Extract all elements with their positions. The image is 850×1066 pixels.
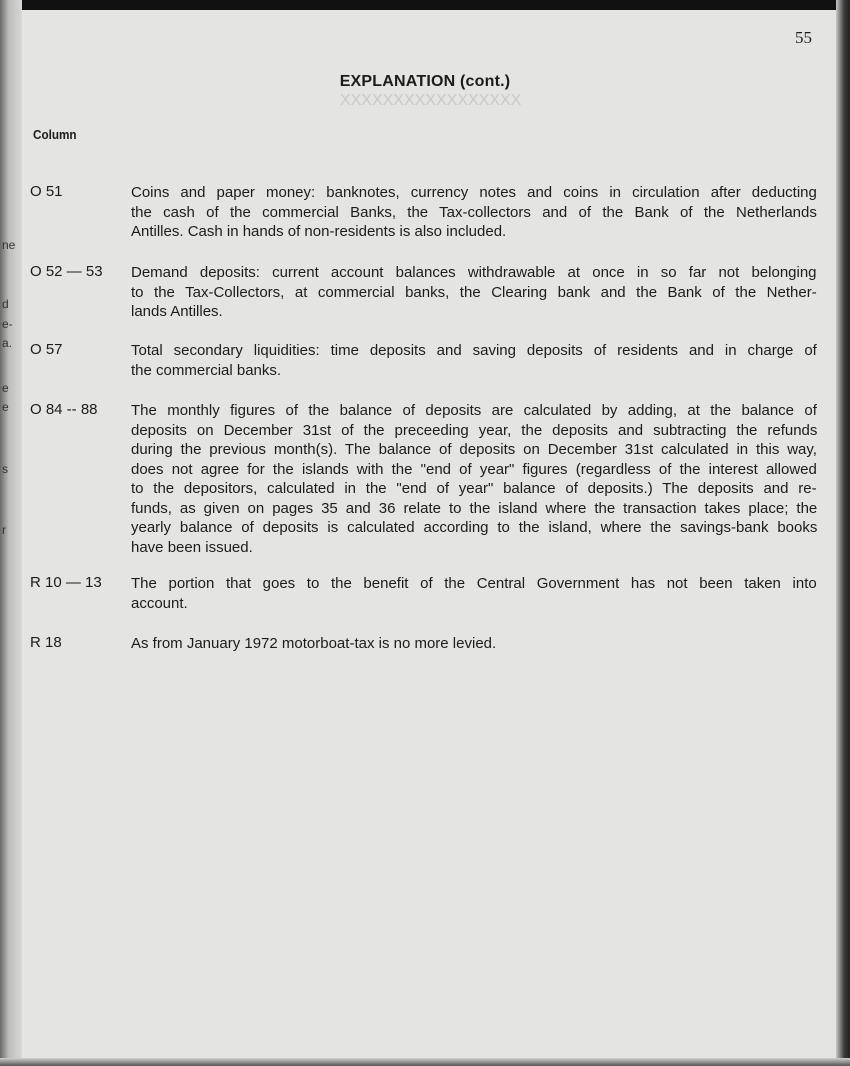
scan-top-edge: [0, 0, 850, 10]
text-line: have been issued.: [131, 538, 253, 556]
margin-fragment: e-: [2, 317, 13, 331]
entry-code: O 51: [30, 183, 63, 200]
text-line: As from January 1972 motorboat-tax is no more levied.: [131, 635, 497, 652]
text-line: does not agree for the islands with the "end of year" figures (regardless of the interest allowed: [131, 460, 817, 478]
entry-code: R 10 — 13: [30, 574, 102, 591]
entry-text: [131, 263, 817, 322]
text-line: account.: [131, 594, 188, 612]
entry-code: R 18: [30, 634, 62, 651]
text-line: to the depositors, calculated in the "end of year" balance of deposits.) The deposits and re-: [131, 480, 817, 497]
column-heading: Column: [33, 127, 77, 142]
scan-bottom-edge: [0, 1058, 850, 1066]
page-number: 55: [795, 28, 812, 47]
text-line: funds, as given on pages 35 and 36 relate to the island where the transaction takes place; the: [131, 499, 818, 517]
margin-fragment: e: [2, 400, 9, 414]
text-line: The portion that goes to the benefit of the Central Government has not been taken into: [131, 575, 817, 592]
text-line: the cash of the commercial Banks, the Tax-collectors and of the Bank of the Netherlands: [131, 203, 817, 221]
entry-text: [131, 401, 817, 557]
text-line: yearly balance of deposits is calculated according to the island, where the savings-bank books: [131, 519, 818, 536]
margin-fragment: s: [2, 462, 8, 476]
text-line: the commercial banks.: [131, 361, 282, 379]
text-line: lands Antilles.: [131, 303, 223, 320]
entry-code: O 52 — 53: [30, 263, 103, 280]
text-line: during the previous month(s). The balance of deposits on December 31st calculated in this way,: [131, 441, 817, 458]
page-title: EXPLANATION (cont.): [339, 73, 511, 90]
margin-fragment: r: [2, 523, 6, 537]
scan-right-edge: [836, 0, 850, 1066]
margin-fragment: e: [2, 381, 9, 395]
entry-code: O 84 -- 88: [30, 401, 98, 418]
entry-text: [131, 183, 817, 242]
text-line: Demand deposits: current account balances withdrawable at once in so far not belonging: [131, 264, 817, 281]
entry-text: [131, 574, 817, 613]
margin-fragment: ne: [2, 238, 16, 252]
text-line: Total secondary liquidities: time deposits and saving deposits of residents and in charge of: [131, 342, 817, 359]
text-line: The monthly figures of the balance of deposits are calculated by adding, at the balance of: [131, 402, 817, 419]
entry-text: [131, 634, 817, 654]
text-line: to the Tax-Collectors, at commercial banks, the Clearing bank and the Bank of the Nether-: [131, 283, 817, 301]
margin-fragment: a.: [2, 336, 13, 350]
text-line: deposits on December 31st of the preceeding year, the deposits and subtracting the refunds: [131, 421, 818, 439]
text-line: Antilles. Cash in hands of non-residents is also included.: [131, 223, 507, 240]
entry-text: [131, 341, 817, 380]
text-line: Coins and paper money: banknotes, currency notes and coins in circulation after deducting: [131, 184, 817, 201]
bleed-through-title: XXXXXXXXXXXXXXXXX: [340, 92, 522, 109]
entry-code: O 57: [30, 341, 63, 358]
margin-fragment: d: [2, 297, 9, 311]
